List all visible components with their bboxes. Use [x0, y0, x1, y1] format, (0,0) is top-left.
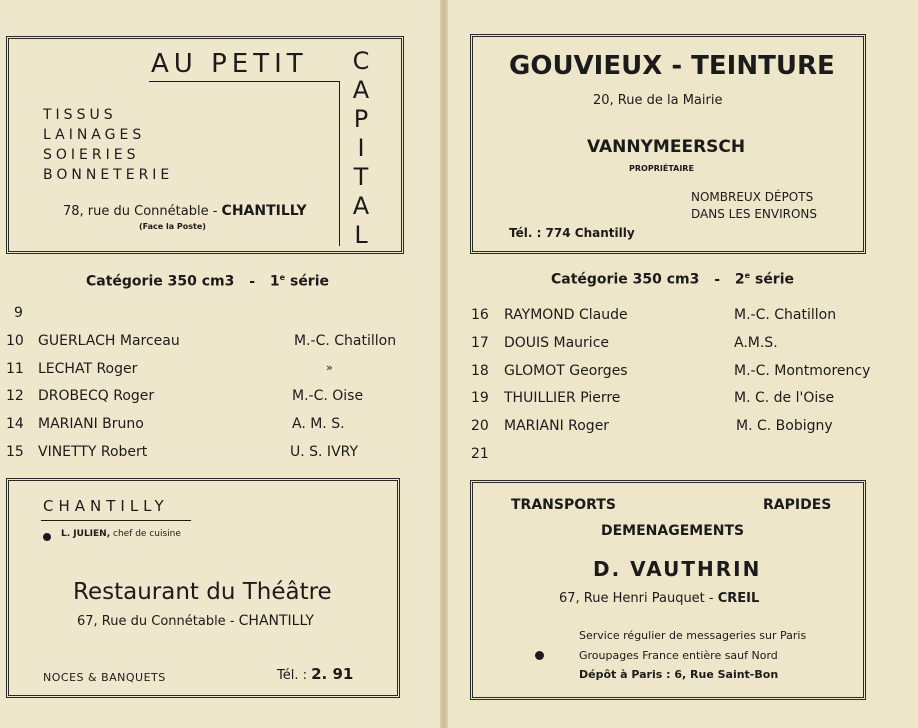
- category-label: Catégorie 350 cm3: [551, 271, 700, 288]
- depot-line: Dépôt à Paris : 6, Rue Saint-Bon: [579, 668, 779, 681]
- title-letter: A: [352, 76, 370, 104]
- ad-transports-vauthrin: [470, 480, 866, 700]
- rapides-label: RAPIDES: [763, 497, 832, 513]
- town-rule: [41, 520, 191, 521]
- chef-role: chef de cuisine: [110, 529, 181, 539]
- rider-club: A.M.S.: [734, 335, 778, 351]
- service-line-1: Service régulier de messageries sur Paris: [579, 629, 807, 642]
- bullet-icon: [535, 651, 544, 660]
- rider-name: DOUIS Maurice: [504, 335, 609, 351]
- ad-title-vertical: [349, 47, 373, 250]
- restaurant-address: [77, 613, 314, 629]
- rider-number: 10: [6, 333, 24, 349]
- ad-title: GOUVIEUX - TEINTURE: [509, 51, 835, 81]
- title-letter: P: [353, 105, 369, 133]
- address-city: CHANTILLY: [238, 613, 314, 629]
- rider-club: M. C. Bobigny: [736, 418, 833, 434]
- rider-club: »: [326, 361, 333, 374]
- tel-number: 2. 91: [311, 665, 354, 683]
- title-letter: T: [353, 163, 369, 191]
- rider-club: M.-C. Oise: [292, 388, 364, 404]
- noces-banquets: NOCES & BANQUETS: [43, 671, 166, 684]
- rider-name: MARIANI Bruno: [38, 416, 144, 432]
- address-city: CREIL: [717, 591, 760, 606]
- category-sep: -: [714, 271, 721, 288]
- company-address: [559, 591, 759, 606]
- rider-name: VINETTY Robert: [38, 444, 148, 460]
- tel-label: Tél. :: [277, 668, 312, 683]
- series-sup: e: [744, 271, 751, 280]
- title-rule-vertical: [339, 81, 340, 246]
- category-sep: -: [249, 273, 256, 290]
- title-rule-horizontal: [149, 81, 339, 82]
- ad-gouvieux-teinture: [470, 34, 866, 254]
- address-street: 67, Rue Henri Pauquet -: [559, 591, 718, 606]
- ad-town: CHANTILLY: [43, 497, 169, 515]
- chef-line: [61, 529, 181, 539]
- rider-name: RAYMOND Claude: [504, 307, 628, 323]
- rider-row: [14, 305, 23, 321]
- rider-name: GUERLACH Marceau: [38, 333, 180, 349]
- rider-number: 9: [14, 305, 23, 321]
- category-heading: [551, 271, 794, 288]
- rider-number: 21: [471, 446, 489, 462]
- owner-name: VANNYMEERSCH: [587, 137, 746, 157]
- ad-title-horizontal: AU PETIT: [151, 49, 308, 79]
- series-sup: e: [279, 273, 286, 282]
- series-number: 2: [734, 271, 745, 288]
- depots-line-1: NOMBREUX DÉPOTS: [691, 190, 814, 204]
- product-line: SOIERIES: [43, 147, 140, 163]
- title-letter: L: [354, 221, 368, 249]
- transports-label: TRANSPORTS: [511, 497, 616, 513]
- rider-number: 18: [471, 363, 489, 379]
- company-name: D. VAUTHRIN: [593, 557, 762, 581]
- owner-role: PROPRIÉTAIRE: [629, 164, 694, 173]
- ad-au-petit-capital: [6, 36, 404, 254]
- title-letter: I: [357, 134, 365, 162]
- restaurant-name: Restaurant du Théâtre: [73, 579, 332, 605]
- ad-address-note: (Face la Poste): [139, 222, 206, 231]
- rider-number: 19: [471, 390, 489, 406]
- rider-club: M.-C. Montmorency: [734, 363, 871, 379]
- rider-club: U. S. IVRY: [290, 444, 359, 460]
- bullet-icon: [43, 533, 51, 541]
- rider-name: THUILLIER Pierre: [504, 390, 621, 406]
- rider-number: 15: [6, 444, 24, 460]
- rider-number: 20: [471, 418, 489, 434]
- series-number: 1: [269, 273, 280, 290]
- rider-club: M. C. de l'Oise: [734, 390, 835, 406]
- category-label: Catégorie 350 cm3: [86, 273, 235, 290]
- rider-club: A. M. S.: [292, 416, 345, 432]
- address-city: CHANTILLY: [221, 203, 307, 219]
- ad-address: [63, 203, 307, 219]
- category-heading: [86, 273, 329, 290]
- chef-name: L. JULIEN,: [61, 529, 111, 539]
- rider-number: 11: [6, 361, 24, 377]
- title-letter: C: [352, 47, 370, 75]
- rider-number: 12: [6, 388, 24, 404]
- rider-number: 16: [471, 307, 489, 323]
- rider-club: M.-C. Chatillon: [734, 307, 837, 323]
- demenagements-label: DEMENAGEMENTS: [601, 523, 745, 539]
- rider-club: M.-C. Chatillon: [294, 333, 397, 349]
- product-line: BONNETERIE: [43, 167, 174, 183]
- ad-tel: Tél. : 774 Chantilly: [509, 226, 635, 240]
- product-line: LAINAGES: [43, 127, 146, 143]
- rider-name: GLOMOT Georges: [504, 363, 628, 379]
- ad-restaurant-du-theatre: [6, 478, 400, 698]
- depots-line-2: DANS LES ENVIRONS: [691, 207, 818, 221]
- product-line: TISSUS: [43, 107, 117, 123]
- rider-name: LECHAT Roger: [38, 361, 138, 377]
- restaurant-tel: [277, 665, 353, 683]
- ad-address: 20, Rue de la Mairie: [593, 93, 723, 108]
- ad-product-list: [43, 105, 173, 185]
- series-word: série: [750, 271, 795, 288]
- rider-name: DROBECQ Roger: [38, 388, 155, 404]
- address-street: 67, Rue du Connétable -: [77, 614, 239, 629]
- rider-number: 14: [6, 416, 24, 432]
- address-street: 78, rue du Connétable -: [63, 204, 222, 219]
- rider-name: MARIANI Roger: [504, 418, 610, 434]
- series-word: série: [285, 273, 330, 290]
- rider-number: 17: [471, 335, 489, 351]
- page-fold: [440, 0, 448, 728]
- title-letter: A: [352, 192, 370, 220]
- service-line-2: Groupages France entière sauf Nord: [579, 649, 778, 662]
